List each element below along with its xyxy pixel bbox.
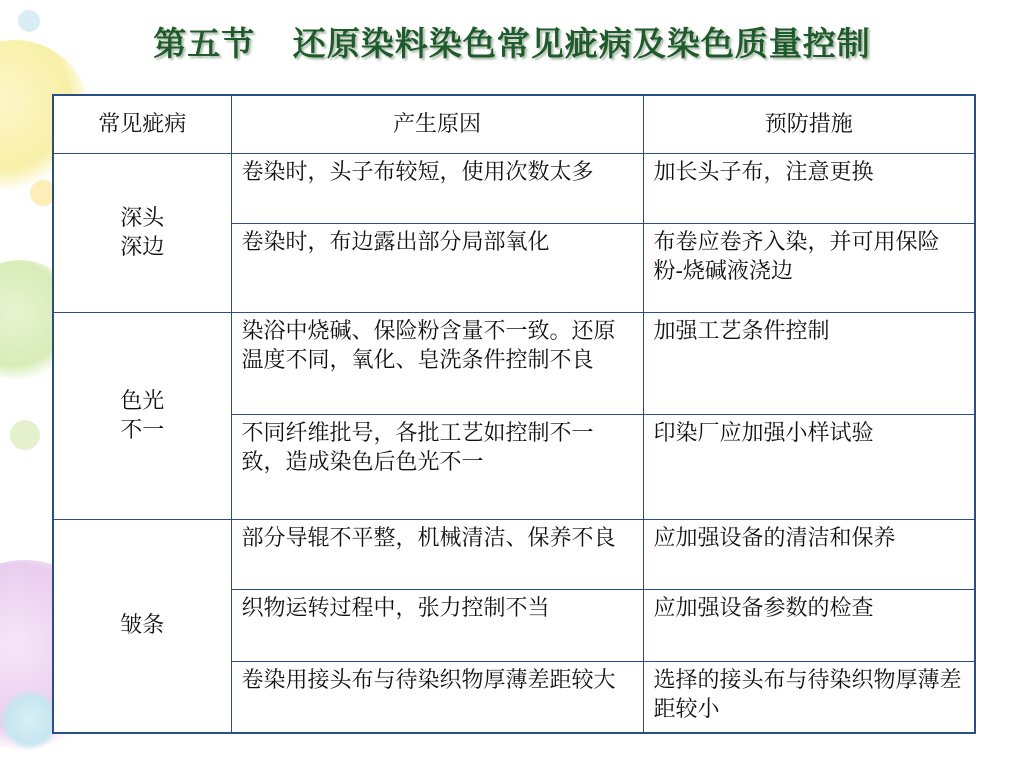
defect-label: 色光 [120, 388, 165, 414]
header-cause: 产生原因 [231, 95, 643, 153]
defect-label: 深边 [120, 234, 165, 260]
prevention-cell: 选择的接头布与待染织物厚薄差距较小 [643, 661, 975, 733]
table-row [53, 519, 975, 589]
table-header-row [53, 95, 975, 153]
defect-label: 不一 [120, 417, 165, 443]
table-row [53, 153, 975, 223]
prevention-cell: 布卷应卷齐入染，并可用保险粉-烧碱液浇边 [643, 223, 975, 312]
defect-cell [53, 519, 231, 733]
cause-cell: 卷染时，布边露出部分局部氧化 [231, 223, 643, 312]
cause-cell: 织物运转过程中，张力控制不当 [231, 589, 643, 661]
defect-label: 深头 [120, 205, 165, 231]
slide-title: 第五节 还原染料染色常见疵病及染色质量控制 [153, 24, 871, 63]
decorative-circle [0, 690, 60, 750]
decorative-circle [10, 420, 40, 450]
cause-cell: 卷染用接头布与待染织物厚薄差距较大 [231, 661, 643, 733]
header-defect: 常见疵病 [53, 95, 231, 153]
cause-cell: 部分导辊不平整，机械清洁、保养不良 [231, 519, 643, 589]
prevention-cell: 加长头子布，注意更换 [643, 153, 975, 223]
table-row [53, 312, 975, 414]
cause-cell: 染浴中烧碱、保险粉含量不一致。还原温度不同，氧化、皂洗条件控制不良 [231, 312, 643, 414]
defects-table [52, 94, 976, 734]
defect-label: 皱条 [120, 613, 165, 639]
cause-cell: 卷染时，头子布较短，使用次数太多 [231, 153, 643, 223]
header-prevention: 预防措施 [643, 95, 975, 153]
defect-cell [53, 153, 231, 312]
prevention-cell: 应加强设备参数的检查 [643, 589, 975, 661]
cause-cell: 不同纤维批号，各批工艺如控制不一致，造成染色后色光不一 [231, 414, 643, 519]
defect-cell [53, 312, 231, 519]
prevention-cell: 加强工艺条件控制 [643, 312, 975, 414]
prevention-cell: 印染厂应加强小样试验 [643, 414, 975, 519]
prevention-cell: 应加强设备的清洁和保养 [643, 519, 975, 589]
